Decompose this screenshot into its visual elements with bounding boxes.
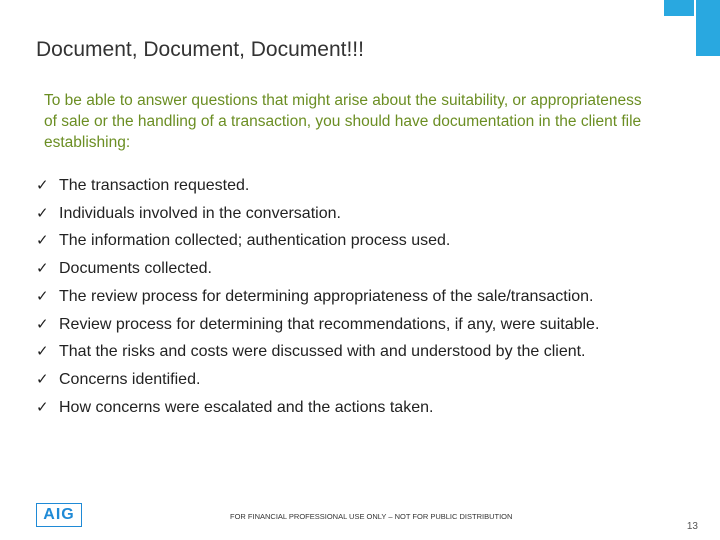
list-item [36,338,599,366]
list-item-text: The information collected; authentication process used. [59,232,451,250]
list-item-text: The transaction requested. [59,177,250,194]
page-number: 13 [686,521,698,532]
checkmark-icon: ✓ [36,397,49,416]
corner-accent-graphic [660,0,720,56]
list-item-text: Review process for determining that recommendations, if any, were suitable. [59,315,600,333]
list-item [36,200,599,228]
checkmark-icon: ✓ [36,314,49,333]
aig-logo: AIG [36,503,82,527]
checkmark-icon: ✓ [36,259,49,278]
checkmark-icon: ✓ [36,176,49,194]
list-item [36,255,599,283]
list-item-text: The review process for determining appropriateness of the sale/transaction. [59,287,594,305]
checkmark-icon: ✓ [36,231,49,250]
list-item-text: How concerns were escalated and the actions taken. [59,398,434,416]
checkmark-icon: ✓ [36,342,49,361]
checkmark-icon: ✓ [36,286,49,305]
list-item [36,394,599,422]
list-item-text: That the risks and costs were discussed with and understood by the client. [59,343,586,361]
list-item-text: Individuals involved in the conversation. [59,204,341,222]
footer-disclaimer: FOR FINANCIAL PROFESSIONAL USE ONLY – NOT FOR PUBLIC DISTRIBUTION [230,512,513,521]
list-item [36,172,599,200]
intro-paragraph: To be able to answer questions that might arise about the suitability, or appropriateness of sale or the handling of a transaction, you should have documentation in the client file establishing: [44,92,642,151]
checkmark-icon: ✓ [36,369,49,388]
checkmark-icon: ✓ [36,203,49,222]
list-item-text: Documents collected. [59,260,212,278]
documentation-checklist [36,172,599,421]
list-item [36,366,599,394]
slide-title: Document, Document, Document!!! [36,38,364,61]
list-item [36,311,599,339]
list-item [36,227,599,255]
list-item [36,283,599,311]
list-item-text: Concerns identified. [59,370,201,388]
